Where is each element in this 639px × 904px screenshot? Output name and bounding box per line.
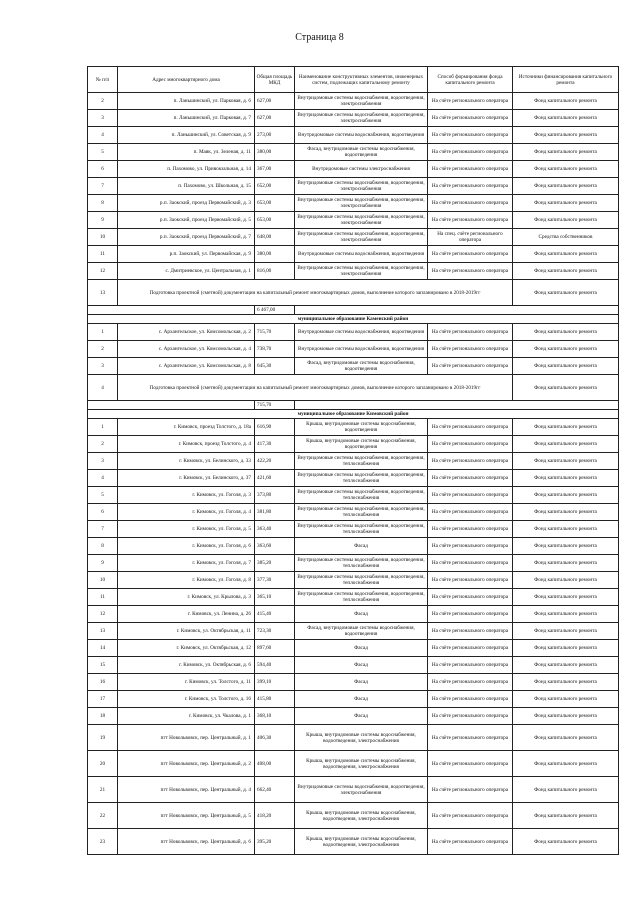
row-address: пгт Новольвовск, пер. Центральный, д. 2 (118, 751, 255, 777)
row-area: 363,40 (255, 521, 295, 538)
row-elements: Внутридомовые системы водоснабжения, водоотведения, электроснабжения (295, 178, 428, 195)
row-fund-method: На счёте регионального оператора (428, 178, 513, 195)
row-financing: Фонд капитального ремонта (513, 777, 619, 803)
row-number: 14 (88, 640, 118, 657)
row-address: пгт Новольвовск, пер. Центральный, д. 1 (118, 725, 255, 751)
row-financing: Фонд капитального ремонта (513, 674, 619, 691)
row-elements: Внутридомовые системы водоснабжения, водоотведения, теплоснабжения (295, 555, 428, 572)
row-elements: Внутридомовые системы электроснабжения (295, 161, 428, 178)
row-number: 13 (88, 280, 118, 306)
row-elements: Фасад, внутридомовые системы водоснабжения, водоотведения (295, 144, 428, 161)
row-fund-method: На счёте регионального оператора (428, 674, 513, 691)
row-fund-method: На счёте регионального оператора (428, 161, 513, 178)
row-fund-method: На счёте регионального оператора (428, 829, 513, 855)
table-row (88, 93, 619, 110)
row-area: 363,60 (255, 538, 295, 555)
row-financing: Фонд капитального ремонта (513, 487, 619, 504)
section-header-row (88, 315, 619, 324)
table-row (88, 263, 619, 280)
table-row (88, 453, 619, 470)
table-row (88, 358, 619, 375)
row-elements: Внутридомовые системы водоснабжения, водоотведения, электроснабжения (295, 263, 428, 280)
row-address: с. Архангельское, ул. Комсомольская, д. 4 (118, 341, 255, 358)
row-address: п. Ланьшинский, ул. Парковая, д. 6 (118, 93, 255, 110)
row-address: р.п. Заокский, проезд Первомайский, д. 7 (118, 229, 255, 246)
header-address: Адрес многоквартирного дома (118, 67, 255, 93)
row-financing: Фонд капитального ремонта (513, 470, 619, 487)
section-title: муниципальное образование Каменский район (88, 315, 619, 324)
row-fund-method: На счёте регионального оператора (428, 127, 513, 144)
row-address: пгт Новольвовск, пер. Центральный, д. 5 (118, 803, 255, 829)
row-number: 5 (88, 144, 118, 161)
row-elements: Крыша, внутридомовые системы водоснабжения, водоотведения, электроснабжения (295, 803, 428, 829)
section-title: муниципальное образование Кимовский район (88, 410, 619, 419)
row-fund-method: На счёте регионального оператора (428, 803, 513, 829)
row-fund-method: На счёте регионального оператора (428, 708, 513, 725)
row-financing: Фонд капитального ремонта (513, 110, 619, 127)
row-area: 627,00 (255, 93, 295, 110)
row-financing: Фонд капитального ремонта (513, 640, 619, 657)
table-row (88, 487, 619, 504)
table-row (88, 521, 619, 538)
row-elements: Фасад (295, 691, 428, 708)
row-area: 380,00 (255, 144, 295, 161)
row-area: 418,20 (255, 803, 295, 829)
row-address: г. Кимовск, проезд Толстого, д. 4 (118, 436, 255, 453)
row-number: 9 (88, 212, 118, 229)
row-number: 19 (88, 725, 118, 751)
row-elements: Фасад (295, 708, 428, 725)
table-row (88, 229, 619, 246)
table-row (88, 504, 619, 521)
row-elements: Фасад (295, 657, 428, 674)
row-fund-method: На счёте регионального оператора (428, 419, 513, 436)
row-address: г. Кимовск, ул. Октябрьская, д. 11 (118, 623, 255, 640)
row-financing: Фонд капитального ремонта (513, 246, 619, 263)
row-financing: Фонд капитального ремонта (513, 280, 619, 306)
row-area: 368,10 (255, 708, 295, 725)
total-empty (88, 306, 255, 315)
row-number: 2 (88, 93, 118, 110)
row-elements: Внутридомовые системы водоснабжения, водоотведения, электроснабжения (295, 212, 428, 229)
table-row (88, 110, 619, 127)
total-empty (88, 401, 255, 410)
row-address: пгт Новольвовск, пер. Центральный, д. 6 (118, 829, 255, 855)
row-area: 377,30 (255, 572, 295, 589)
row-financing: Фонд капитального ремонта (513, 657, 619, 674)
row-financing: Фонд капитального ремонта (513, 691, 619, 708)
row-area: 399,10 (255, 674, 295, 691)
row-fund-method: На счёте регионального оператора (428, 521, 513, 538)
row-number: 2 (88, 436, 118, 453)
row-number: 4 (88, 375, 118, 401)
row-elements: Фасад (295, 538, 428, 555)
row-address: р.п. Заокский, проезд Первомайский, д. 3 (118, 195, 255, 212)
row-fund-method: На счёте регионального оператора (428, 777, 513, 803)
total-row (88, 401, 619, 410)
table-body (88, 93, 619, 855)
row-elements: Фасад, внутридомовые системы водоснабжения, водоотведения (295, 358, 428, 375)
header-fund-method: Способ формирования фонда капитального ремонта (428, 67, 513, 93)
row-area: 897,60 (255, 640, 295, 657)
row-financing: Фонд капитального ремонта (513, 572, 619, 589)
row-address: г. Кимовск, ул. Толстого, д. 16 (118, 691, 255, 708)
row-number: 10 (88, 229, 118, 246)
row-address: п. Пахомово, ул. Привокзальная, д. 14 (118, 161, 255, 178)
row-area: 653,00 (255, 195, 295, 212)
row-fund-method: На счёте регионального оператора (428, 144, 513, 161)
row-number: 12 (88, 606, 118, 623)
row-elements: Внутридомовые системы водоснабжения, водоотведения, теплоснабжения (295, 572, 428, 589)
row-area: 415,40 (255, 606, 295, 623)
row-financing: Фонд капитального ремонта (513, 375, 619, 401)
row-financing: Фонд капитального ремонта (513, 127, 619, 144)
row-fund-method: На счёте регионального оператора (428, 657, 513, 674)
header-financing: Источники финансирования капитального ремонта (513, 67, 619, 93)
table-row (88, 178, 619, 195)
row-elements: Крыша, внутридомовые системы водоснабжения, водоотведения, электроснабжения (295, 751, 428, 777)
row-fund-method: На счёте регионального оператора (428, 93, 513, 110)
row-financing: Фонд капитального ремонта (513, 829, 619, 855)
row-area: 406,30 (255, 725, 295, 751)
row-area: 652,00 (255, 178, 295, 195)
row-fund-method: На счёте регионального оператора (428, 725, 513, 751)
row-area: 367,00 (255, 161, 295, 178)
row-fund-method: На счёте регионального оператора (428, 195, 513, 212)
row-area: 395,20 (255, 829, 295, 855)
row-number: 8 (88, 538, 118, 555)
table-row (88, 127, 619, 144)
row-financing: Фонд капитального ремонта (513, 263, 619, 280)
total-area: 715,70 (255, 401, 295, 410)
header-area: Общая площадь МКД (255, 67, 295, 93)
table-row (88, 606, 619, 623)
row-financing: Фонд капитального ремонта (513, 453, 619, 470)
row-address: п. Пахомово, ул. Школьная, д. 15 (118, 178, 255, 195)
row-fund-method: На счёте регионального оператора (428, 487, 513, 504)
table-row (88, 725, 619, 751)
table-row (88, 555, 619, 572)
header-elements: Наименование конструктивных элементов, инженерных систем, подлежащих капитальному ремонту (295, 67, 428, 93)
table-row (88, 375, 619, 401)
row-number: 9 (88, 555, 118, 572)
row-address: г. Кимовск, ул. Белинского, д. 33 (118, 453, 255, 470)
table-row (88, 803, 619, 829)
row-area: 627,00 (255, 110, 295, 127)
table-row (88, 195, 619, 212)
row-elements: Крыша, внутридомовые системы водоснабжения, водоотведения, электроснабжения (295, 725, 428, 751)
row-address: п. Ланьшинский, ул. Советская, д. 9 (118, 127, 255, 144)
row-elements: Фасад, внутридомовые системы водоснабжения, водоотведения (295, 623, 428, 640)
row-area: 653,00 (255, 212, 295, 229)
row-number: 3 (88, 358, 118, 375)
row-address: г. Кимовск, ул. Гоголя, д. 7 (118, 555, 255, 572)
row-elements: Внутридомовые системы водоснабжения, водоотведения (295, 341, 428, 358)
row-number: 16 (88, 674, 118, 691)
table-row (88, 623, 619, 640)
row-number: 22 (88, 803, 118, 829)
row-number: 20 (88, 751, 118, 777)
row-address: г. Кимовск, ул. Чкалова, д. 1 (118, 708, 255, 725)
row-financing: Фонд капитального ремонта (513, 708, 619, 725)
row-fund-method: На счёте регионального оператора (428, 606, 513, 623)
row-financing: Фонд капитального ремонта (513, 803, 619, 829)
table-row (88, 538, 619, 555)
row-financing: Фонд капитального ремонта (513, 195, 619, 212)
row-address: с. Архангельское, ул. Комсомольская, д. 2 (118, 324, 255, 341)
project-docs-text: Подготовка проектной (сметной) документации на капитальный ремонт многоквартирных домов, выполнение которого запланировано в 2018-2019гг (118, 375, 513, 401)
row-financing: Фонд капитального ремонта (513, 555, 619, 572)
row-address: г. Кимовск, ул. Толстого, д. 11 (118, 674, 255, 691)
row-number: 23 (88, 829, 118, 855)
row-number: 2 (88, 341, 118, 358)
row-financing: Фонд капитального ремонта (513, 341, 619, 358)
row-fund-method: На счёте регионального оператора (428, 640, 513, 657)
section-header-row (88, 410, 619, 419)
row-elements: Внутридомовые системы водоснабжения, водоотведения (295, 324, 428, 341)
row-financing: Фонд капитального ремонта (513, 436, 619, 453)
row-financing: Фонд капитального ремонта (513, 623, 619, 640)
row-financing: Фонд капитального ремонта (513, 589, 619, 606)
row-address: пгт Новольвовск, пер. Центральный, д. 4 (118, 777, 255, 803)
row-number: 6 (88, 504, 118, 521)
row-fund-method: На счёте регионального оператора (428, 572, 513, 589)
row-fund-method: На счёте регионального оператора (428, 263, 513, 280)
row-number: 3 (88, 110, 118, 127)
row-number: 6 (88, 161, 118, 178)
row-elements: Фасад (295, 640, 428, 657)
row-elements: Внутридомовые системы водоснабжения, водоотведения, теплоснабжения (295, 453, 428, 470)
row-financing: Фонд капитального ремонта (513, 161, 619, 178)
row-number: 15 (88, 657, 118, 674)
row-financing: Фонд капитального ремонта (513, 521, 619, 538)
row-number: 11 (88, 589, 118, 606)
table-row (88, 144, 619, 161)
row-area: 380,00 (255, 246, 295, 263)
row-address: г. Кимовск, ул. Октябрьская, д. 12 (118, 640, 255, 657)
row-number: 13 (88, 623, 118, 640)
header-number: № п/п (88, 67, 118, 93)
row-financing: Средства собственников (513, 229, 619, 246)
row-financing: Фонд капитального ремонта (513, 212, 619, 229)
row-address: г. Кимовск, ул. Белинского, д. 37 (118, 470, 255, 487)
row-number: 7 (88, 178, 118, 195)
row-area: 662,40 (255, 777, 295, 803)
row-elements: Внутридомовые системы водоснабжения, водоотведения, теплоснабжения (295, 470, 428, 487)
table-row (88, 674, 619, 691)
row-number: 5 (88, 487, 118, 504)
row-address: г. Кимовск, ул. Гоголя, д. 6 (118, 538, 255, 555)
table-row (88, 829, 619, 855)
table-row (88, 419, 619, 436)
row-fund-method: На счёте регионального оператора (428, 470, 513, 487)
row-fund-method: На счёте регионального оператора (428, 589, 513, 606)
row-number: 8 (88, 195, 118, 212)
table-row (88, 161, 619, 178)
page-title: Страница 8 (295, 32, 344, 43)
row-fund-method: На счёте регионального оператора (428, 504, 513, 521)
row-number: 7 (88, 521, 118, 538)
row-number: 10 (88, 572, 118, 589)
table-row (88, 708, 619, 725)
table-row (88, 657, 619, 674)
row-number: 1 (88, 419, 118, 436)
table-row (88, 470, 619, 487)
row-area: 738,70 (255, 341, 295, 358)
row-elements: Внутридомовые системы водоснабжения, водоотведения, электроснабжения (295, 195, 428, 212)
table-row (88, 640, 619, 657)
row-number: 1 (88, 324, 118, 341)
row-number: 12 (88, 263, 118, 280)
row-financing: Фонд капитального ремонта (513, 538, 619, 555)
row-financing: Фонд капитального ремонта (513, 144, 619, 161)
project-docs-text: Подготовка проектной (сметной) документации на капитальный ремонт многоквартирных домов, выполнение которого запланировано в 2018-2019гг (118, 280, 513, 306)
repair-table (87, 66, 619, 855)
row-area: 381,80 (255, 504, 295, 521)
row-area: 421,60 (255, 470, 295, 487)
row-area: 594,40 (255, 657, 295, 674)
row-address: р.п. Заокский, ул. Первомайская, д. 9 (118, 246, 255, 263)
row-area: 648,00 (255, 229, 295, 246)
row-number: 17 (88, 691, 118, 708)
row-elements: Фасад (295, 674, 428, 691)
table-row (88, 572, 619, 589)
row-area: 417,30 (255, 436, 295, 453)
row-address: г. Кимовск, ул. Октябрьская, д. 6 (118, 657, 255, 674)
row-fund-method: На счёте регионального оператора (428, 453, 513, 470)
total-empty (295, 306, 619, 315)
row-area: 616,90 (255, 419, 295, 436)
row-elements: Крыша, внутридомовые системы водоснабжения, водоотведения (295, 436, 428, 453)
row-financing: Фонд капитального ремонта (513, 178, 619, 195)
row-elements: Крыша, внутридомовые системы водоснабжения, водоотведения, электроснабжения (295, 829, 428, 855)
row-fund-method: На счёте регионального оператора (428, 212, 513, 229)
row-elements: Крыша, внутридомовые системы водоснабжения, водоотведения (295, 419, 428, 436)
row-financing: Фонд капитального ремонта (513, 419, 619, 436)
row-elements: Внутридомовые системы водоснабжения, водоотведения (295, 127, 428, 144)
row-area: 422,20 (255, 453, 295, 470)
row-fund-method: На счёте регионального оператора (428, 246, 513, 263)
row-elements: Внутридомовые системы водоснабжения, водоотведения, теплоснабжения (295, 504, 428, 521)
row-area: 723,30 (255, 623, 295, 640)
row-fund-method: На счёте регионального оператора (428, 751, 513, 777)
row-address: г. Кимовск, ул. Гоголя, д. 4 (118, 504, 255, 521)
row-fund-method: На счёте регионального оператора (428, 110, 513, 127)
row-elements: Внутридомовые системы водоснабжения, водоотведения, электроснабжения (295, 777, 428, 803)
row-fund-method: На счёте регионального оператора (428, 538, 513, 555)
row-area: 373,80 (255, 487, 295, 504)
row-address: п. Маяк, ул. Зеленая, д. 11 (118, 144, 255, 161)
row-financing: Фонд капитального ремонта (513, 324, 619, 341)
row-fund-method: На счёте регионального оператора (428, 341, 513, 358)
row-elements: Внутридомовые системы водоснабжения, водоотведения, электроснабжения (295, 93, 428, 110)
row-area: 273,00 (255, 127, 295, 144)
row-number: 3 (88, 453, 118, 470)
table-row (88, 212, 619, 229)
row-elements: Внутридомовые системы водоснабжения, водоотведения, электроснабжения (295, 110, 428, 127)
row-address: г. Кимовск, ул. Гоголя, д. 3 (118, 487, 255, 504)
row-elements: Внутридомовые системы водоснабжения, водоотведения (295, 246, 428, 263)
row-number: 4 (88, 127, 118, 144)
total-area: 6 467,00 (255, 306, 295, 315)
row-address: г. Кимовск, ул. Гоголя, д. 5 (118, 521, 255, 538)
row-financing: Фонд капитального ремонта (513, 504, 619, 521)
row-financing: Фонд капитального ремонта (513, 725, 619, 751)
row-address: г. Кимовск, ул. Ленина, д. 26 (118, 606, 255, 623)
table-row (88, 246, 619, 263)
table-row (88, 341, 619, 358)
row-financing: Фонд капитального ремонта (513, 93, 619, 110)
row-elements: Фасад (295, 606, 428, 623)
row-number: 11 (88, 246, 118, 263)
row-number: 4 (88, 470, 118, 487)
row-address: с. Архангельское, ул. Комсомольская, д. 8 (118, 358, 255, 375)
row-fund-method: На счёте регионального оператора (428, 555, 513, 572)
table-row (88, 324, 619, 341)
row-elements: Внутридомовые системы водоснабжения, водоотведения, теплоснабжения (295, 521, 428, 538)
row-address: г. Кимовск, ул. Крылова, д. 3 (118, 589, 255, 606)
row-elements: Внутридомовые системы водоснабжения, водоотведения, теплоснабжения (295, 589, 428, 606)
table-row (88, 691, 619, 708)
row-financing: Фонд капитального ремонта (513, 606, 619, 623)
row-address: с. Дмитриевское, ул. Центральная, д. 1 (118, 263, 255, 280)
row-financing: Фонд капитального ремонта (513, 358, 619, 375)
row-number: 21 (88, 777, 118, 803)
row-area: 715,70 (255, 324, 295, 341)
table-row (88, 436, 619, 453)
row-area: 408,00 (255, 751, 295, 777)
row-area: 816,00 (255, 263, 295, 280)
table-row (88, 280, 619, 306)
table-row (88, 589, 619, 606)
row-area: 645,30 (255, 358, 295, 375)
row-fund-method: На счёте регионального оператора (428, 436, 513, 453)
row-area: 415,80 (255, 691, 295, 708)
row-address: г. Кимовск, проезд Толстого, д. 18а (118, 419, 255, 436)
row-address: п. Ланьшинский, ул. Парковая, д. 7 (118, 110, 255, 127)
row-fund-method: На счёте регионального оператора (428, 691, 513, 708)
row-fund-method: На счёте регионального оператора (428, 358, 513, 375)
table-row (88, 777, 619, 803)
row-fund-method: На спец. счёте регионального оператора (428, 229, 513, 246)
row-area: 385,20 (255, 555, 295, 572)
row-elements: Внутридомовые системы водоснабжения, водоотведения, теплоснабжения (295, 487, 428, 504)
total-empty (295, 401, 619, 410)
table-header-row (88, 67, 619, 93)
table-row (88, 751, 619, 777)
row-area: 365,10 (255, 589, 295, 606)
total-row (88, 306, 619, 315)
row-fund-method: На счёте регионального оператора (428, 623, 513, 640)
row-fund-method: На счёте регионального оператора (428, 324, 513, 341)
row-financing: Фонд капитального ремонта (513, 751, 619, 777)
row-address: р.п. Заокский, проезд Первомайский, д. 5 (118, 212, 255, 229)
row-address: г. Кимовск, ул. Гоголя, д. 8 (118, 572, 255, 589)
row-number: 18 (88, 708, 118, 725)
row-elements: Внутридомовые системы водоснабжения, водоотведения, электроснабжения (295, 229, 428, 246)
